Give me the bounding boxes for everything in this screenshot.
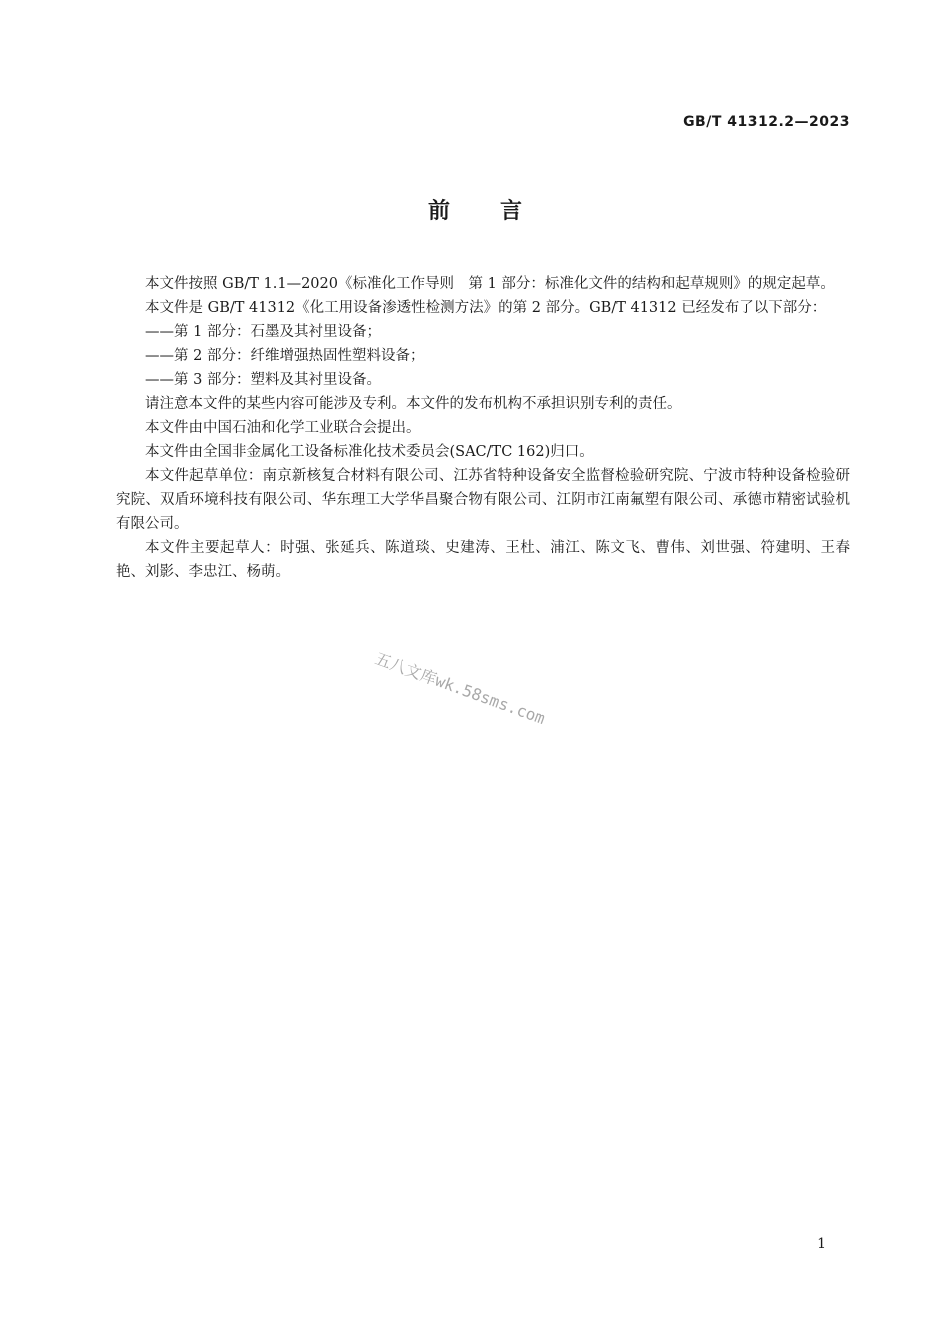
paragraph-drafting-units: 本文件起草单位：南京新核复合材料有限公司、江苏省特种设备安全监督检验研究院、宁波市特种设备检验研究院、双盾环境科技有限公司、华东理工大学华昌聚合物有限公司、江阴市江南氟塑有限公司、承德市精密试验机有限公司。: [116, 468, 850, 532]
watermark-text: 五八文库wk.58sms.com: [372, 648, 548, 729]
list-item-part-3: ——第 3 部分：塑料及其衬里设备。: [145, 372, 381, 388]
paragraph-proposer: 本文件由中国石油和化学工业联合会提出。: [145, 420, 421, 436]
preface-body: [116, 272, 850, 584]
list-item-part-2: ——第 2 部分：纤维增强热固性塑料设备；: [145, 348, 425, 364]
standard-code: GB/T 41312.2—2023: [683, 114, 850, 130]
paragraph-series-info: 本文件是 GB/T 41312《化工用设备渗透性检测方法》的第 2 部分。GB/T 41312 已经发布了以下部分：: [145, 300, 827, 316]
page-title: 前言: [427, 199, 572, 224]
page-number: 1: [817, 1236, 826, 1252]
list-item-part-1: ——第 1 部分：石墨及其衬里设备；: [145, 324, 381, 340]
paragraph-patent-notice: 请注意本文件的某些内容可能涉及专利。本文件的发布机构不承担识别专利的责任。: [145, 396, 682, 412]
paragraph-drafters: 本文件主要起草人：时强、张延兵、陈道琰、史建涛、王杜、浦江、陈文飞、曹伟、刘世强、符建明、王春艳、刘影、李忠江、杨萌。: [116, 540, 850, 580]
paragraph-committee: 本文件由全国非金属化工设备标准化技术委员会(SAC/TC 162)归口。: [145, 444, 594, 460]
paragraph-drafting-rules: 本文件按照 GB/T 1.1—2020《标准化工作导则 第 1 部分：标准化文件的结构和起草规则》的规定起草。: [145, 276, 835, 292]
